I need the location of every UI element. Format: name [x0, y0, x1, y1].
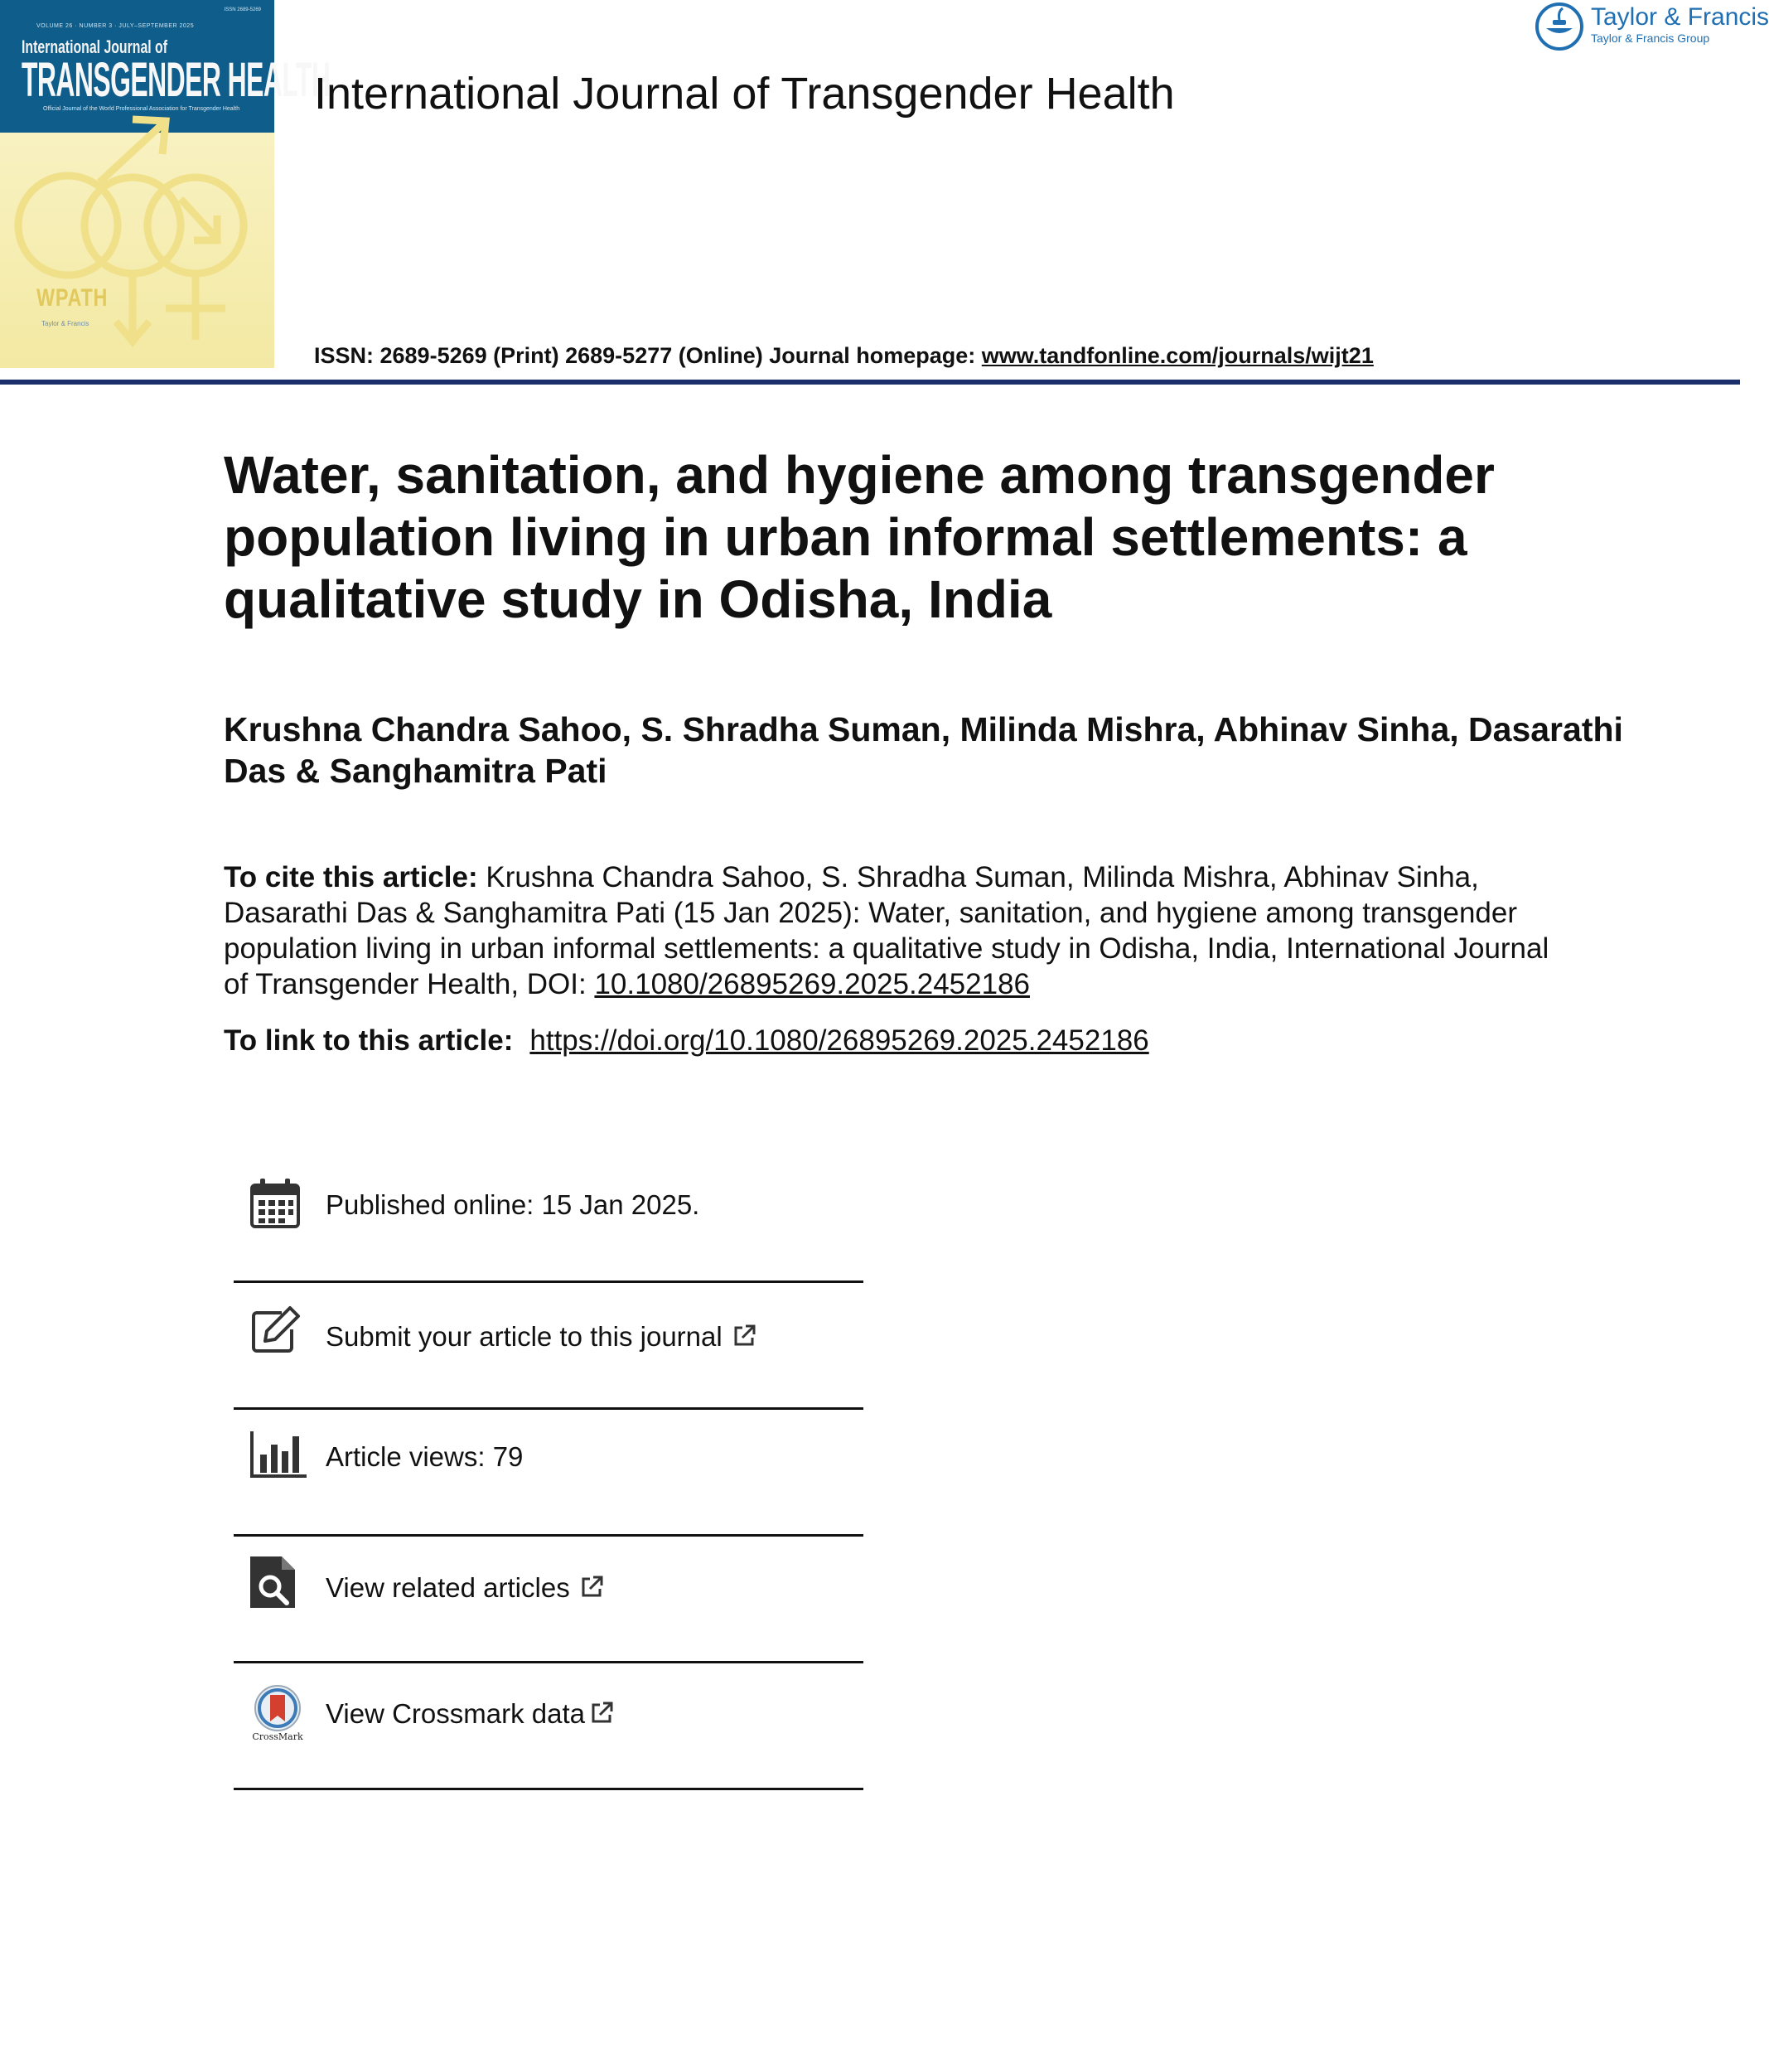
submit-article-text[interactable]: Submit your article to this journal — [326, 1321, 723, 1352]
article-views-row — [234, 1410, 863, 1537]
cover-issn: ISSN 2689-5269 — [224, 7, 261, 12]
article-views-text: Article views: 79 — [326, 1441, 524, 1472]
publisher-lamp-icon — [1533, 0, 1586, 53]
publisher-group: Taylor & Francis Group — [1591, 31, 1710, 45]
external-link-icon — [578, 1574, 605, 1600]
crossmark-icon — [249, 1685, 307, 1743]
header-divider — [0, 380, 1740, 385]
article-doi-url[interactable]: https://doi.org/10.1080/26895269.2025.2452186 — [529, 1024, 1149, 1057]
calendar-icon — [249, 1177, 302, 1230]
citation-doi-link[interactable]: 10.1080/26895269.2025.2452186 — [594, 968, 1030, 1000]
journal-name: International Journal of Transgender Health — [314, 69, 1175, 119]
cover-volume-line: VOLUME 26 · NUMBER 3 · JULY–SEPTEMBER 2025 — [36, 23, 195, 29]
related-articles-text[interactable]: View related articles — [326, 1572, 570, 1603]
external-link-icon — [588, 1700, 615, 1726]
article-link-label: To link to this article: — [224, 1024, 514, 1057]
crossmark-row[interactable] — [234, 1663, 863, 1790]
published-online-row — [234, 1154, 863, 1280]
article-authors: Krushna Chandra Sahoo, S. Shradha Suman, Milinda Mishra, Abhinav Sinha, Dasarathi Das & Sanghamitra Pati — [224, 710, 1623, 790]
document-search-icon — [249, 1555, 297, 1610]
cover-wpath-logo: WPATH — [36, 284, 109, 312]
publisher-logo[interactable] — [1531, 0, 1769, 53]
article-title: Water, sanitation, and hygiene among transgender population living in urban informal settlements: a qualitative study in Odisha, India — [224, 445, 1495, 629]
citation-label: To cite this article: — [224, 861, 478, 893]
external-link-icon — [731, 1323, 757, 1349]
issn-text: ISSN: 2689-5269 (Print) 2689-5277 (Online) Journal homepage: — [314, 343, 982, 368]
related-articles-row[interactable] — [234, 1537, 863, 1663]
citation-block — [224, 859, 1549, 1002]
bar-chart-icon — [249, 1430, 308, 1479]
submit-article-row[interactable] — [234, 1283, 863, 1410]
issn-line — [314, 343, 1374, 369]
cover-title-line1: International Journal of — [22, 36, 168, 57]
journal-homepage-link[interactable]: www.tandfonline.com/journals/wijt21 — [981, 343, 1374, 368]
publisher-name: Taylor & Francis — [1591, 3, 1769, 31]
journal-cover — [0, 0, 331, 368]
published-online-text: Published online: 15 Jan 2025. — [326, 1189, 700, 1220]
cover-publisher: Taylor & Francis — [41, 320, 89, 327]
article-link-block — [224, 1024, 1149, 1058]
cover-title-line2: TRANSGENDER HEALTH — [22, 53, 331, 107]
row-divider — [234, 1788, 863, 1790]
edit-icon — [249, 1303, 302, 1356]
cover-subtitle: Official Journal of the World Professional Association for Transgender Health — [43, 106, 240, 112]
crossmark-badge-label: CrossMark — [252, 1731, 303, 1742]
crossmark-text[interactable]: View Crossmark data — [326, 1698, 586, 1729]
citation-text: Krushna Chandra Sahoo, S. Shradha Suman, Milinda Mishra, Abhinav Sinha, Dasarathi Das & Sanghamitra Pati (15 Jan 2025): Water, sanitation, and hygiene among transgender population living in urban informal settlements: a qualitative study in Odisha, India, International Journal of Transgender Health, DOI: — [224, 861, 1549, 1000]
